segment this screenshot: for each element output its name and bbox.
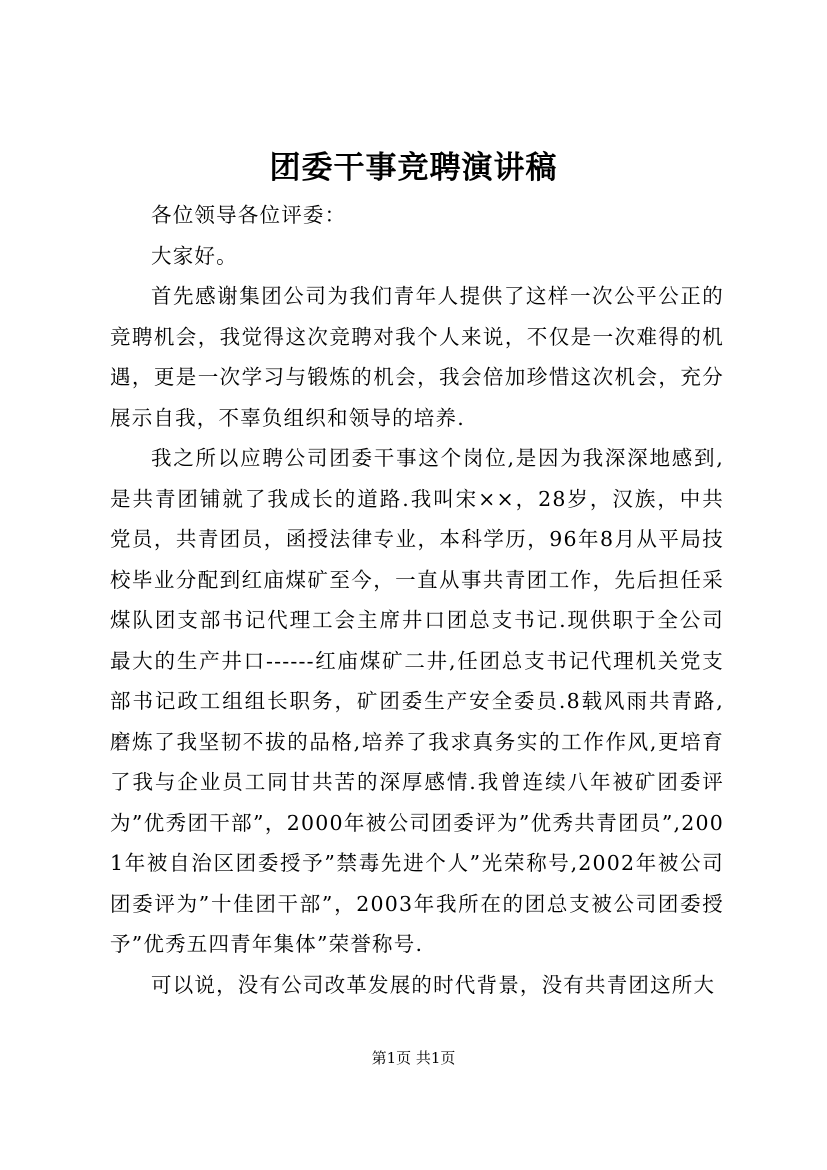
paragraph-conclusion: 可以说，没有公司改革发展的时代背景，没有共青团这所大: [151, 972, 716, 997]
paragraph-thanks: 首先感谢集团公司为我们青年人提供了这样一次公平公正的竞聘机会，我觉得这次竞聘对我个人来说，不仅是一次难得的机遇，更是一次学习与锻炼的机会，我会倍加珍惜这次机会，充分展示自我，不辜负组织和领导的培养.: [110, 284, 724, 430]
document-body: [110, 195, 724, 1005]
paragraph-salutation: 各位领导各位评委：: [151, 203, 347, 227]
document-title: 团委干事竞聘演讲稿: [269, 150, 558, 186]
paragraph-introduction: 我之所以应聘公司团委干事这个岗位,是因为我深深地感到,是共青团铺就了我成长的道路.我叫宋××，28岁，汉族，中共党员，共青团员，函授法律专业，本科学历，96年8月从平局技校毕业分配到红庙煤矿至今，一直从事共青团工作，先后担任采煤队团支部书记代理工会主席井口团总支书记.现供职于全公司最大的生产井口------红庙煤矿二井,任团总支书记代理机关党支部书记政工组组长职务，矿团委生产安全委员.8载风雨共青路,磨炼了我坚韧不拔的品格,培养了我求真务实的工作作风,更培育了我与企业员工同甘共苦的深厚感情.我曾连续八年被矿团委评为”优秀团干部”，2000年被公司团委评为”优秀共青团员”,2001年被自治区团委授予”禁毒先进个人”光荣称号,2002年被公司团委评为”十佳团干部”，2003年我所在的团总支被公司团委授予”优秀五四青年集体”荣誉称号.: [110, 446, 724, 956]
paragraph-greeting: 大家好。: [151, 243, 238, 268]
page-footer: 第1页 共1页: [371, 1049, 456, 1067]
